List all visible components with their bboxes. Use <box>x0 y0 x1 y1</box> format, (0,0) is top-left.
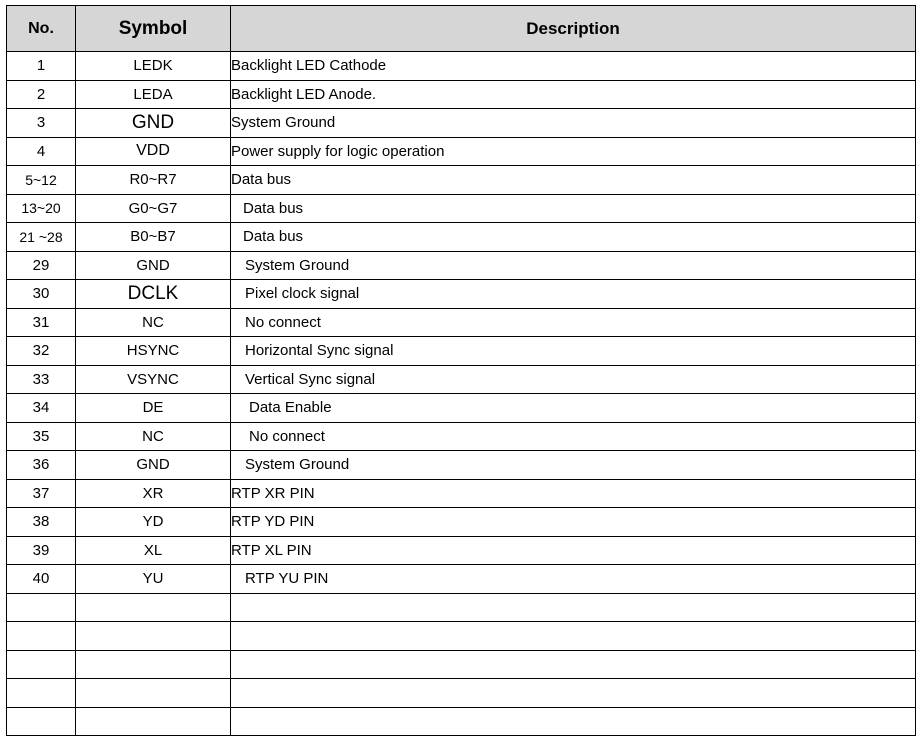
cell-symbol <box>76 622 231 651</box>
cell-no: 3 <box>7 109 76 138</box>
cell-no <box>7 650 76 679</box>
cell-symbol: YU <box>76 565 231 594</box>
cell-no: 4 <box>7 137 76 166</box>
table-row <box>7 80 916 109</box>
cell-symbol <box>76 650 231 679</box>
cell-no: 30 <box>7 280 76 309</box>
cell-symbol: XL <box>76 536 231 565</box>
table-row <box>7 251 916 280</box>
cell-no: 39 <box>7 536 76 565</box>
table-row <box>7 422 916 451</box>
table-row <box>7 479 916 508</box>
cell-description <box>231 707 916 736</box>
cell-symbol <box>76 679 231 708</box>
cell-description: Data bus <box>231 194 916 223</box>
table-row <box>7 52 916 81</box>
table-row-empty <box>7 679 916 708</box>
table-row-empty <box>7 650 916 679</box>
cell-symbol: GND <box>76 109 231 138</box>
cell-description <box>231 593 916 622</box>
cell-no: 33 <box>7 365 76 394</box>
table-row-empty <box>7 622 916 651</box>
column-header-description: Description <box>231 6 916 52</box>
table-row <box>7 508 916 537</box>
table-row <box>7 337 916 366</box>
cell-no <box>7 622 76 651</box>
cell-symbol: GND <box>76 451 231 480</box>
cell-symbol: NC <box>76 422 231 451</box>
cell-description: No connect <box>231 308 916 337</box>
cell-description: Power supply for logic operation <box>231 137 916 166</box>
cell-description: Horizontal Sync signal <box>231 337 916 366</box>
cell-description: No connect <box>231 422 916 451</box>
cell-symbol: NC <box>76 308 231 337</box>
cell-description: RTP XR PIN <box>231 479 916 508</box>
cell-symbol: VDD <box>76 137 231 166</box>
cell-description <box>231 679 916 708</box>
cell-symbol <box>76 707 231 736</box>
cell-symbol: VSYNC <box>76 365 231 394</box>
table-row <box>7 166 916 195</box>
table-row <box>7 536 916 565</box>
cell-description: Data Enable <box>231 394 916 423</box>
cell-symbol: G0~G7 <box>76 194 231 223</box>
cell-no: 38 <box>7 508 76 537</box>
cell-symbol: LEDK <box>76 52 231 81</box>
cell-no: 13~20 <box>7 194 76 223</box>
cell-no <box>7 593 76 622</box>
cell-description: RTP YD PIN <box>231 508 916 537</box>
column-header-symbol: Symbol <box>76 6 231 52</box>
cell-symbol: HSYNC <box>76 337 231 366</box>
table-header-row <box>7 6 916 52</box>
cell-no <box>7 707 76 736</box>
table-header <box>7 6 916 52</box>
cell-no: 29 <box>7 251 76 280</box>
cell-symbol: DCLK <box>76 280 231 309</box>
table-body <box>7 52 916 736</box>
cell-description: Vertical Sync signal <box>231 365 916 394</box>
cell-no: 2 <box>7 80 76 109</box>
cell-no: 36 <box>7 451 76 480</box>
cell-symbol: DE <box>76 394 231 423</box>
table-row <box>7 394 916 423</box>
table-row <box>7 308 916 337</box>
pinout-table-sheet <box>6 5 914 704</box>
cell-description: Backlight LED Anode. <box>231 80 916 109</box>
cell-symbol: R0~R7 <box>76 166 231 195</box>
cell-symbol <box>76 593 231 622</box>
table-row-empty <box>7 593 916 622</box>
cell-no: 5~12 <box>7 166 76 195</box>
cell-description: Backlight LED Cathode <box>231 52 916 81</box>
cell-description: System Ground <box>231 109 916 138</box>
cell-no: 40 <box>7 565 76 594</box>
cell-description: System Ground <box>231 451 916 480</box>
table-row <box>7 565 916 594</box>
cell-description: RTP XL PIN <box>231 536 916 565</box>
cell-description <box>231 650 916 679</box>
cell-symbol: B0~B7 <box>76 223 231 252</box>
pin-description-table <box>6 5 916 736</box>
table-row <box>7 137 916 166</box>
table-row <box>7 365 916 394</box>
table-row <box>7 109 916 138</box>
cell-description: Data bus <box>231 166 916 195</box>
column-header-no: No. <box>7 6 76 52</box>
cell-no: 37 <box>7 479 76 508</box>
cell-description: Data bus <box>231 223 916 252</box>
cell-symbol: LEDA <box>76 80 231 109</box>
table-row <box>7 451 916 480</box>
cell-symbol: YD <box>76 508 231 537</box>
cell-description: Pixel clock signal <box>231 280 916 309</box>
cell-no: 32 <box>7 337 76 366</box>
cell-description <box>231 622 916 651</box>
cell-no: 1 <box>7 52 76 81</box>
cell-symbol: XR <box>76 479 231 508</box>
cell-no <box>7 679 76 708</box>
cell-description: RTP YU PIN <box>231 565 916 594</box>
cell-description: System Ground <box>231 251 916 280</box>
cell-no: 34 <box>7 394 76 423</box>
cell-symbol: GND <box>76 251 231 280</box>
table-row <box>7 280 916 309</box>
table-row <box>7 223 916 252</box>
cell-no: 31 <box>7 308 76 337</box>
cell-no: 35 <box>7 422 76 451</box>
table-row <box>7 194 916 223</box>
cell-no: 21 ~28 <box>7 223 76 252</box>
table-row-empty <box>7 707 916 736</box>
